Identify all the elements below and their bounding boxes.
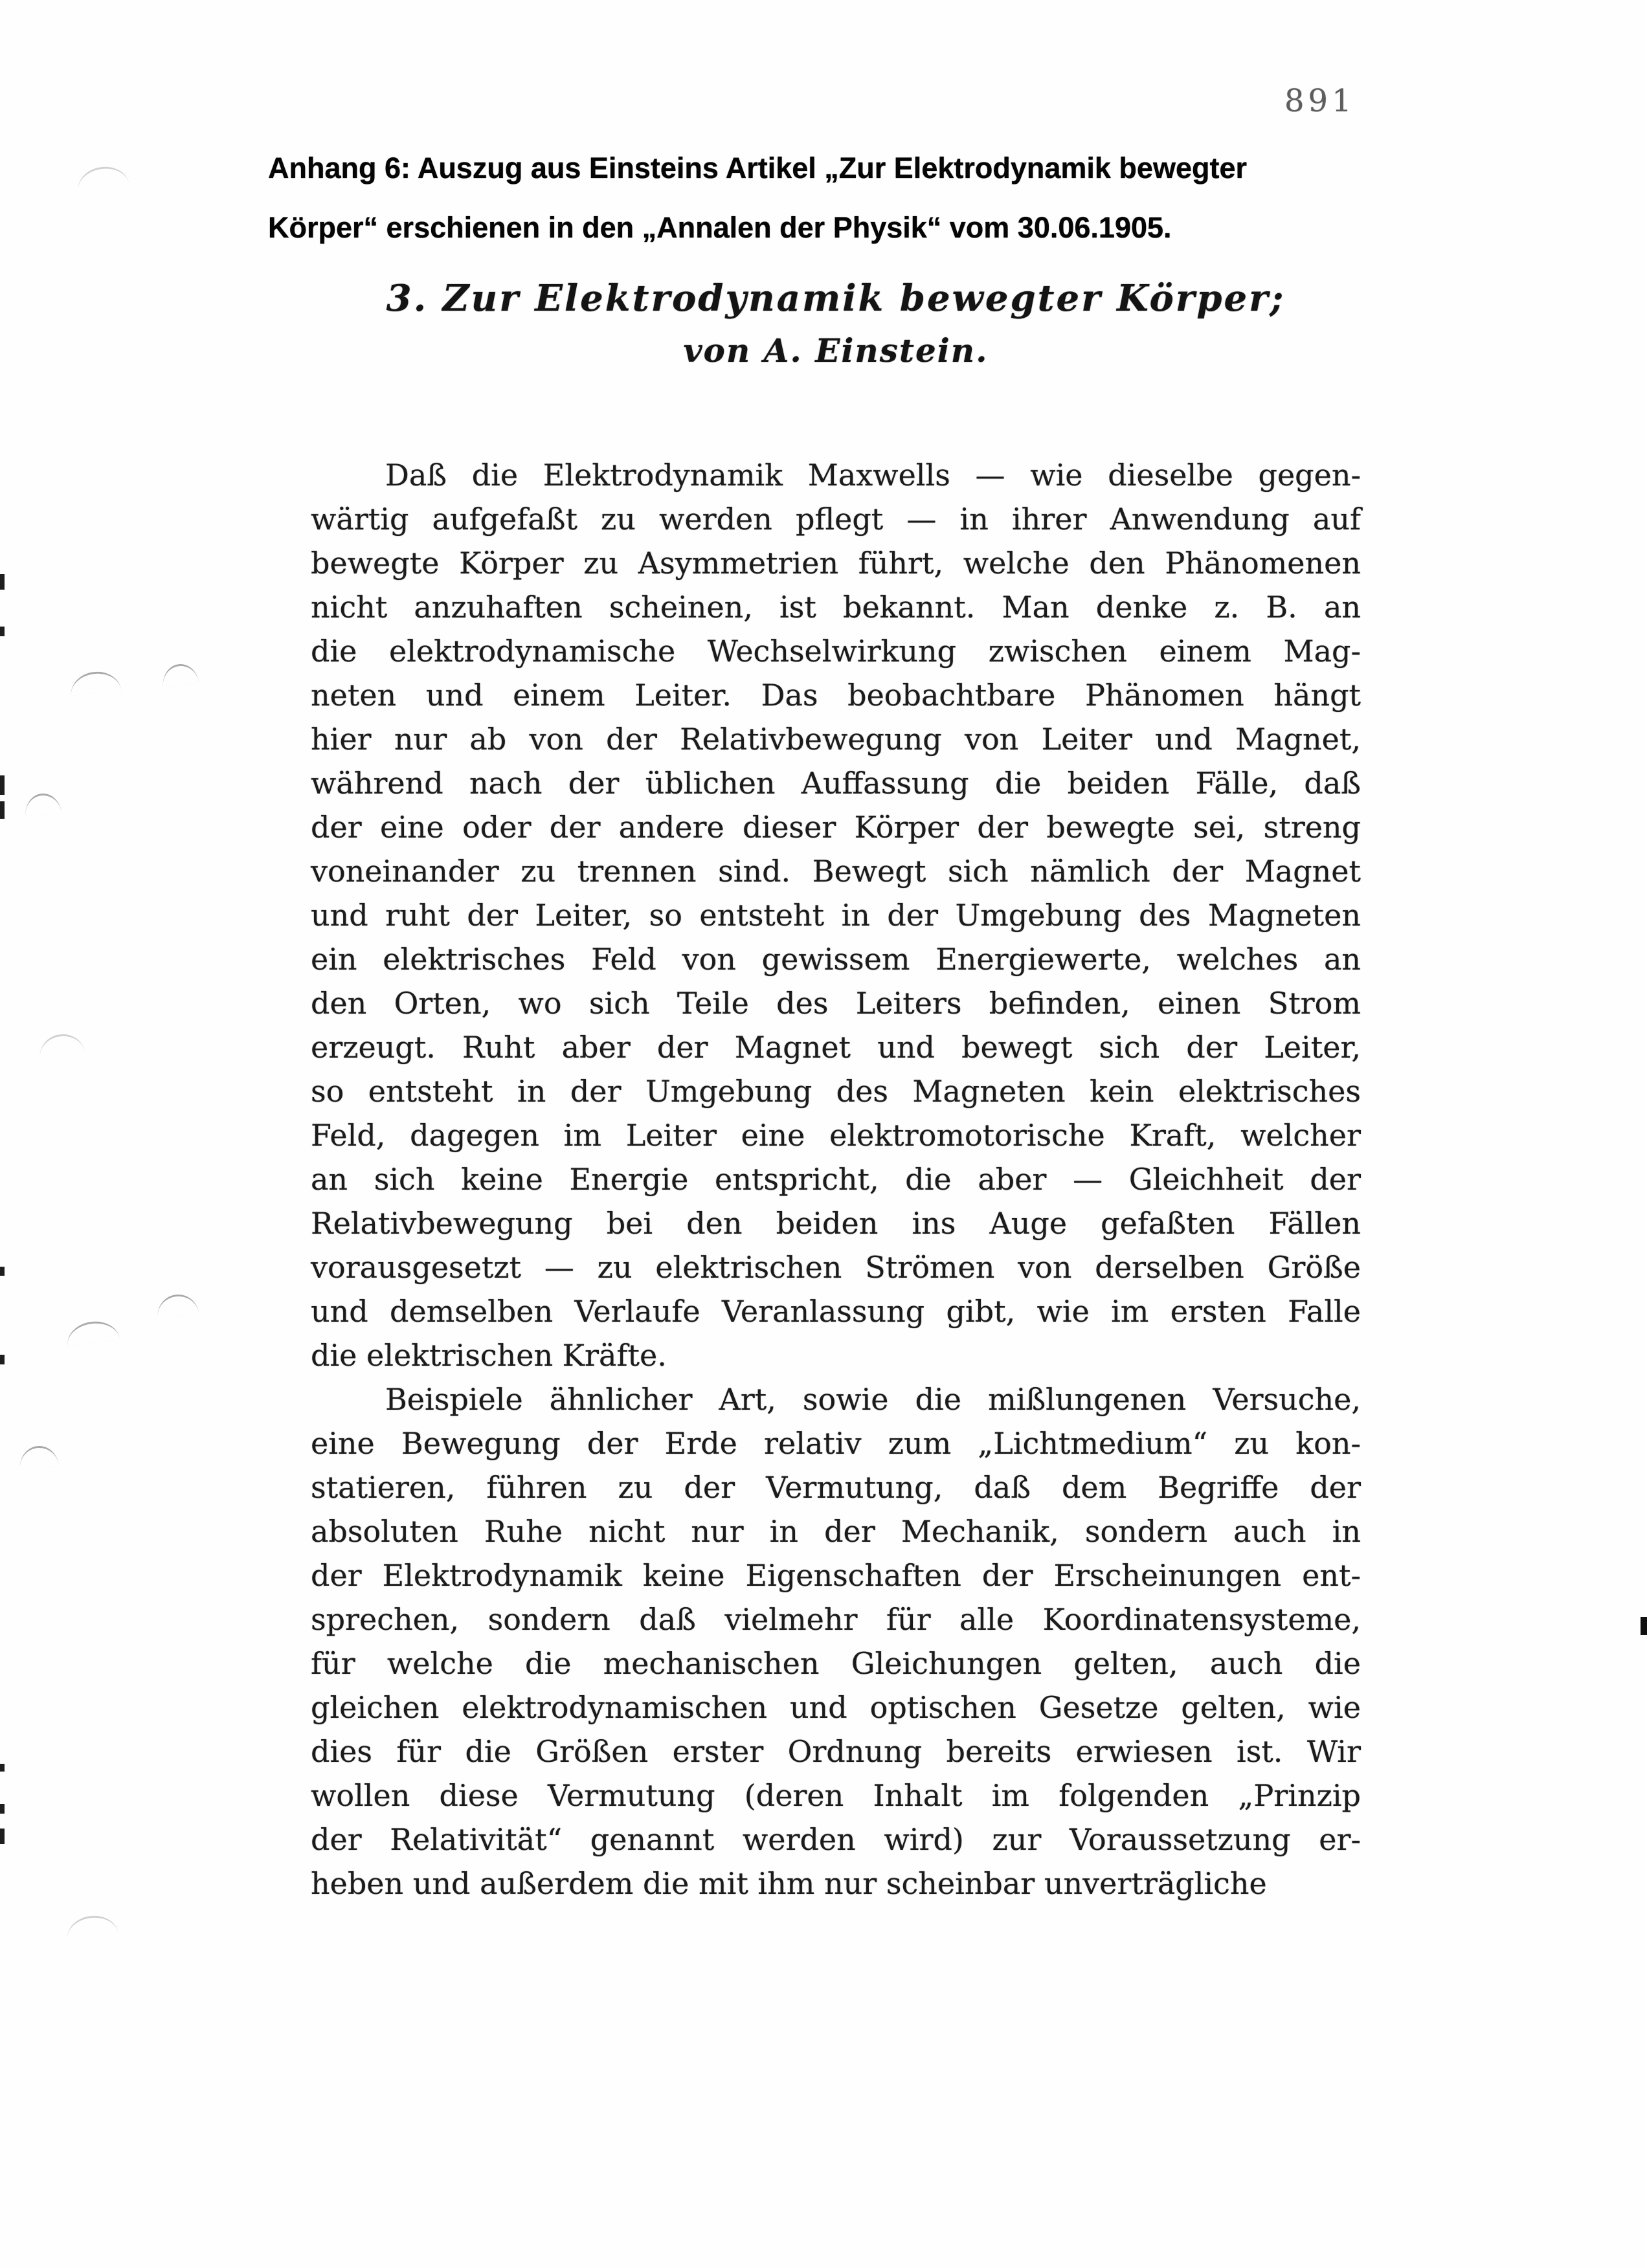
text-line: und ruht der Leiter, so entsteht in der Umgebung des Magneten: [311, 898, 1361, 933]
appendix-header: [268, 151, 1382, 271]
text-line: hier nur ab von der Relativbewegung von Leiter und Magnet,: [311, 722, 1361, 757]
scan-artifact-tick: [0, 1355, 5, 1364]
text-line: den Orten, wo sich Teile des Leiters befinden, einen Strom: [311, 986, 1361, 1021]
scan-artifact-arc: [156, 1293, 199, 1317]
text-line: dies für die Größen erster Ordnung bereits erwiesen ist. Wir: [311, 1734, 1361, 1769]
text-line: ein elektrisches Feld von gewissem Energiewerte, welches an: [311, 942, 1361, 977]
text-line: Daß die Elektrodynamik Maxwells — wie dieselbe gegen-: [385, 458, 1361, 493]
scan-artifact-tick: [0, 627, 5, 636]
text-line: vorausgesetzt — zu elektrischen Strömen von derselben Größe: [311, 1250, 1361, 1285]
scan-artifact-tick: [0, 1764, 5, 1772]
text-line: voneinander zu trennen sind. Bewegt sich nämlich der Magnet: [311, 854, 1361, 889]
text-line: erzeugt. Ruht aber der Magnet und bewegt sich der Leiter,: [311, 1030, 1361, 1065]
text-line: neten und einem Leiter. Das beobachtbare Phänomen hängt: [311, 678, 1361, 713]
text-line: Relativbewegung bei den beiden ins Auge gefaßten Fällen: [311, 1206, 1361, 1241]
scan-artifact-arc: [38, 1032, 85, 1058]
paragraph: [311, 453, 1361, 1377]
paragraph: [311, 1377, 1361, 1906]
article-byline: von A. Einstein.: [683, 331, 989, 370]
text-line: an sich keine Energie entspricht, die aber — Gleichheit der: [311, 1162, 1361, 1197]
scan-artifact-tick: [0, 1267, 5, 1276]
text-line: die elektrischen Kräfte.: [311, 1338, 667, 1373]
text-line: bewegte Körper zu Asymmetrien führt, welche den Phänomenen: [311, 546, 1361, 581]
scan-artifact-arc: [69, 669, 121, 696]
scan-artifact-arc: [75, 164, 129, 192]
scan-artifact-edge-mark: [1641, 1617, 1647, 1635]
text-line: der Relativität“ genannt werden wird) zur Voraussetzung er-: [311, 1822, 1361, 1857]
text-line: und demselben Verlaufe Veranlassung gibt, wie im ersten Falle: [311, 1294, 1361, 1329]
text-line: absoluten Ruhe nicht nur in der Mechanik, sondern auch in: [311, 1514, 1361, 1549]
text-line: statieren, führen zu der Vermutung, daß dem Begriffe der: [311, 1470, 1361, 1505]
page-number: 891: [1284, 83, 1356, 119]
text-line: für welche die mechanischen Gleichungen gelten, auch die: [311, 1646, 1361, 1681]
text-line: der Elektrodynamik keine Eigenschaften der Erscheinungen ent-: [311, 1558, 1361, 1593]
appendix-header-line-2: Körper“ erschienen in den „Annalen der Physik“ vom 30.06.1905.: [268, 211, 1172, 244]
text-line: wollen diese Vermutung (deren Inhalt im folgenden „Prinzip: [311, 1778, 1361, 1813]
scan-artifact-arc: [19, 1445, 59, 1468]
scan-artifact-tick: [0, 1804, 5, 1814]
scan-artifact-tick: [0, 775, 5, 795]
article-title: 3. Zur Elektrodynamik bewegter Körper;: [386, 277, 1286, 320]
text-line: der eine oder der andere dieser Körper der bewegte sei, streng: [311, 810, 1361, 845]
text-line: Feld, dagegen im Leiter eine elektromotorische Kraft, welcher: [311, 1118, 1361, 1153]
appendix-header-line-1: Anhang 6: Auszug aus Einsteins Artikel „Zur Elektrodynamik bewegter: [268, 151, 1247, 184]
scan-artifact-arc: [65, 1318, 120, 1346]
text-line: sprechen, sondern daß vielmehr für alle Koordinatensysteme,: [311, 1602, 1361, 1637]
scan-artifact-tick: [0, 574, 5, 590]
scan-artifact-tick: [0, 801, 5, 819]
scan-artifact-arc: [24, 792, 62, 816]
text-line: so entsteht in der Umgebung des Magneten kein elektrisches: [311, 1074, 1361, 1109]
text-line: die elektrodynamische Wechselwirkung zwischen einem Mag-: [311, 634, 1361, 669]
scan-artifact-arc: [161, 662, 199, 687]
text-line: wärtig aufgefaßt zu werden pflegt — in ihrer Anwendung auf: [311, 502, 1361, 537]
text-line: heben und außerdem die mit ihm nur scheinbar unverträgliche: [311, 1866, 1267, 1901]
article-body: [311, 453, 1361, 1906]
scan-artifact-arc: [65, 1913, 118, 1940]
text-line: nicht anzuhaften scheinen, ist bekannt. Man denke z. B. an: [311, 590, 1361, 625]
text-line: gleichen elektrodynamischen und optischen Gesetze gelten, wie: [311, 1690, 1361, 1725]
scan-artifact-tick: [0, 1829, 5, 1844]
text-line: eine Bewegung der Erde relativ zum „Lichtmedium“ zu kon-: [311, 1426, 1361, 1461]
text-line: während nach der üblichen Auffassung die beiden Fälle, daß: [311, 766, 1361, 801]
text-line: Beispiele ähnlicher Art, sowie die mißlungenen Versuche,: [385, 1382, 1361, 1417]
